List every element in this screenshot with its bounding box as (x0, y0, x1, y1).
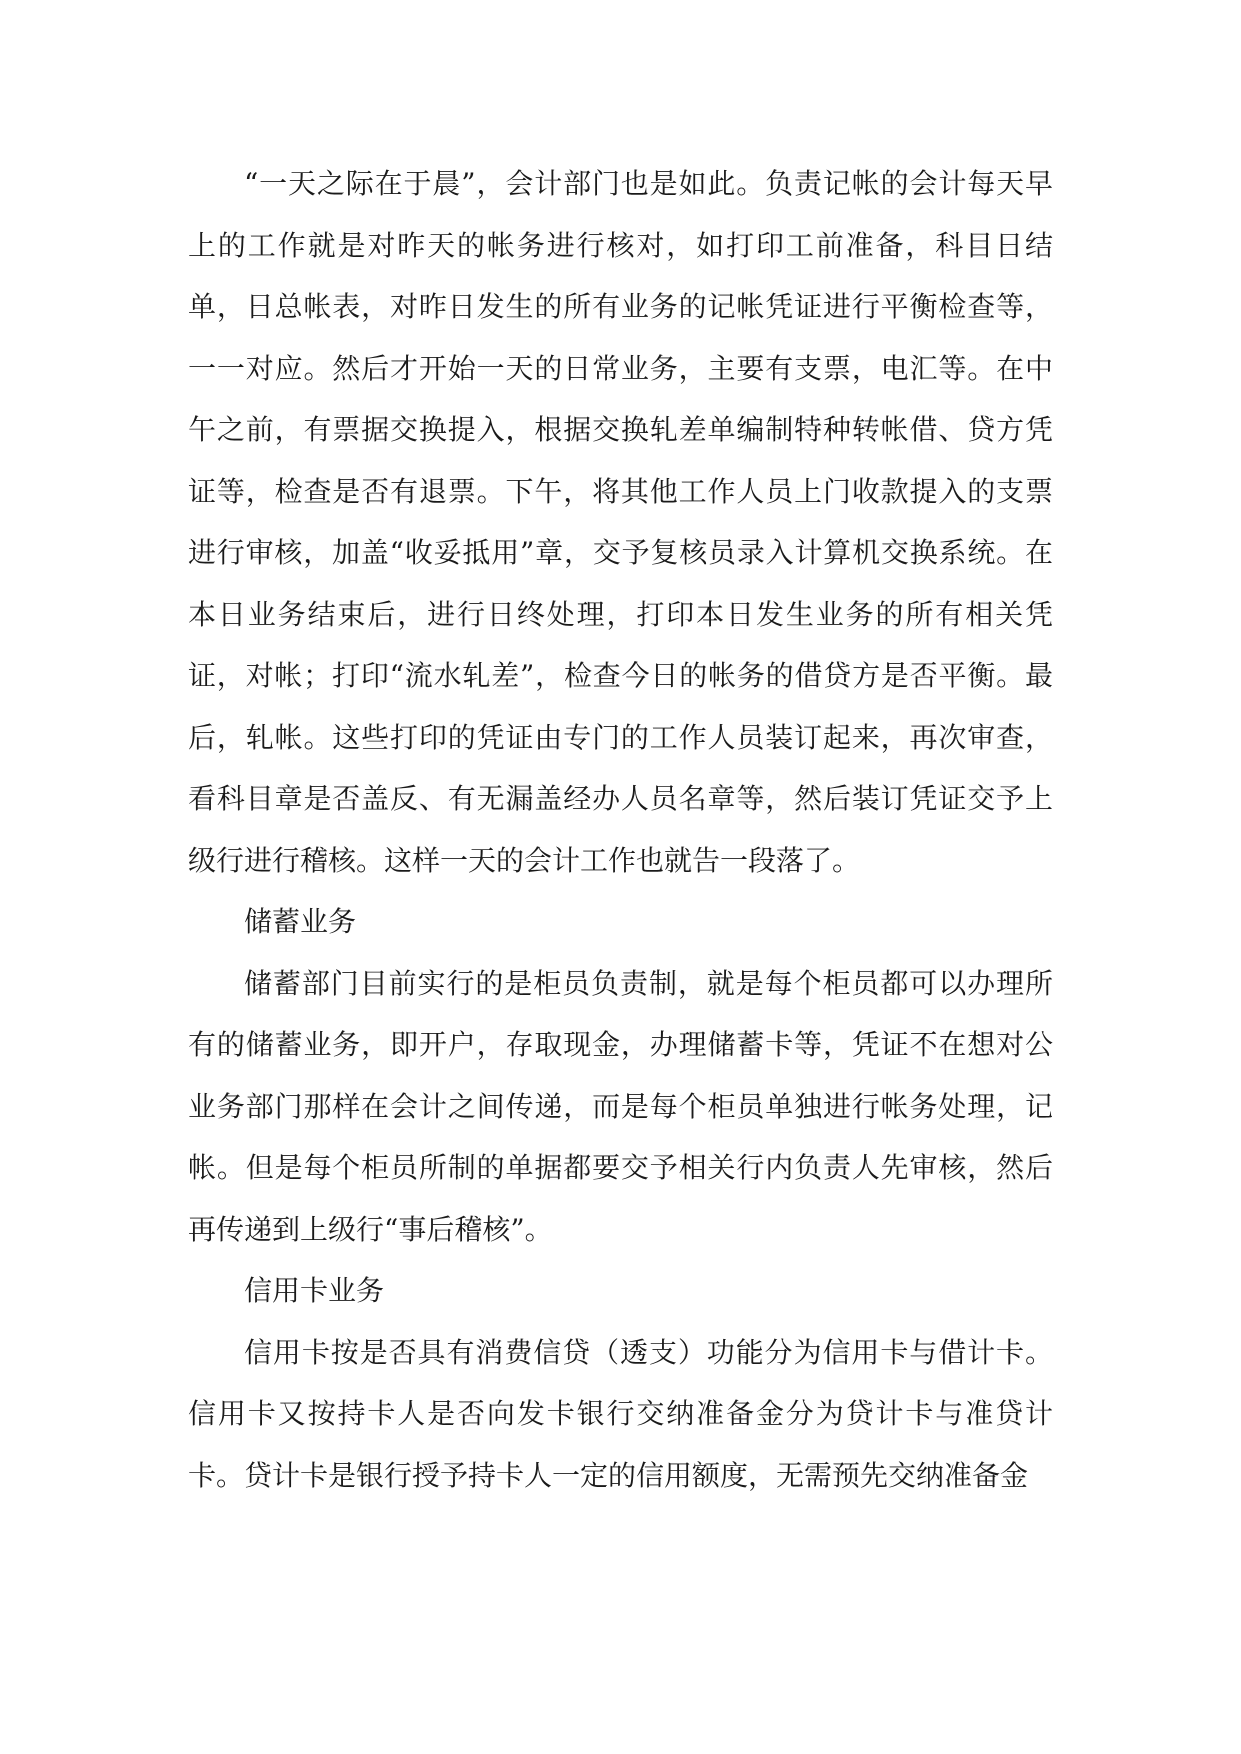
paragraph-savings-business: 储蓄部门目前实行的是柜员负责制，就是每个柜员都可以办理所有的储蓄业务，即开户，存取现金，办理储蓄卡等，凭证不在想对公业务部门那样在会计之间传递，而是每个柜员单独进行帐务处理，记帐。但是每个柜员所制的单据都要交予相关行内负责人先审核，然后再传递到上级行“事后稽核”。 (188, 966, 1053, 1246)
document-body (188, 153, 1053, 1506)
heading-credit-card-business: 信用卡业务 (244, 1274, 385, 1307)
paragraph-credit-card-business: 信用卡按是否具有消费信贷（透支）功能分为信用卡与借计卡。信用卡又按持卡人是否向发卡银行交纳准备金分为贷计卡与准贷计卡。贷计卡是银行授予持卡人一定的信用额度，无需预先交纳准备金 (188, 1335, 1053, 1492)
paragraph-accounting-daily-work: “一天之际在于晨”，会计部门也是如此。负责记帐的会计每天早上的工作就是对昨天的帐务进行核对，如打印工前准备，科目日结单，日总帐表，对昨日发生的所有业务的记帐凭证进行平衡检查等，一一对应。然后才开始一天的日常业务，主要有支票，电汇等。在中午之前，有票据交换提入，根据交换轧差单编制特种转帐借、贷方凭证等，检查是否有退票。下午，将其他工作人员上门收款提入的支票进行审核，加盖“收妥抵用”章，交予复核员录入计算机交换系统。在本日业务结束后，进行日终处理，打印本日发生业务的所有相关凭证，对帐；打印“流水轧差”，检查今日的帐务的借贷方是否平衡。最后，轧帐。这些打印的凭证由专门的工作人员装订起来，再次审查，看科目章是否盖反、有无漏盖经办人员名章等，然后装订凭证交予上级行进行稽核。这样一天的会计工作也就告一段落了。 (188, 167, 1053, 877)
heading-savings-business: 储蓄业务 (244, 905, 357, 938)
